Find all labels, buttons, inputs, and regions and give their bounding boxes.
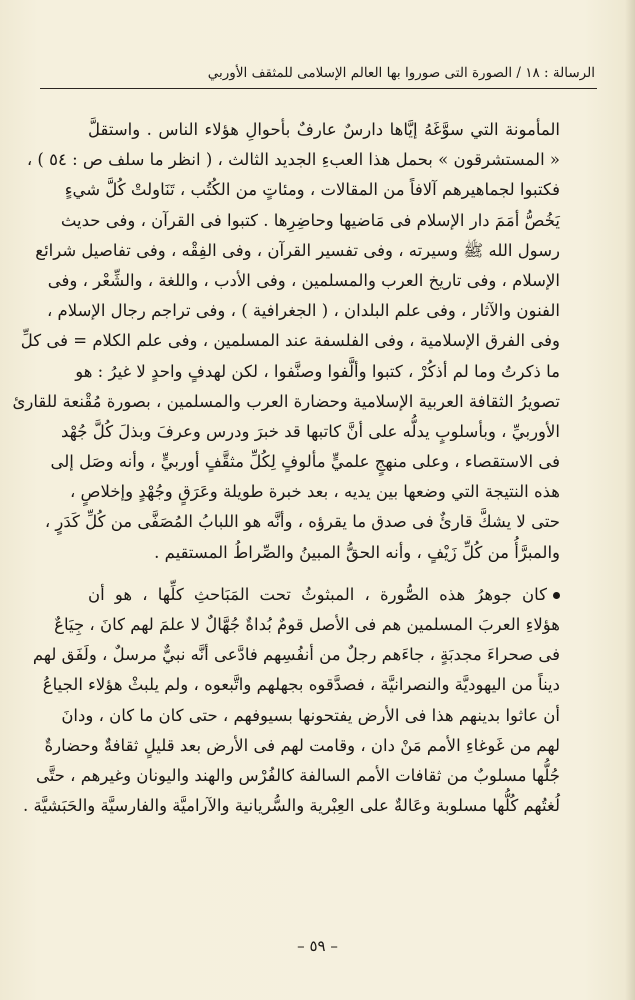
page-number: – ٥٩ – (297, 937, 338, 955)
text-line: حتى لا يشكَّ قارئٌ فى صدق ما يقرؤه ، وأنَّه هو اللبابُ المُصَفَّى من كُلِّ كَدَرٍ ، (44, 512, 560, 532)
text-line: المأمونة التي سوَّغَهُ إيَّاها دارسٌ عارفٌ بأحوالِ هؤلاء الناس . واستقلَّ (88, 120, 560, 139)
text-line: الفنون والآثار ، وفى علم البلدان ، ( الجغرافية ) ، وفى تراجم رجال الإسلام ، (46, 301, 560, 321)
bullet-icon (553, 592, 560, 599)
text-line: لُغتُهم كُلُّها مسلوبة وعَالةٌ على العِبْرية والسُّريانية والآراميَّة والفارسيَّة والحَبَشيَّة . (23, 796, 560, 816)
text-line: تصويرُ الثقافة العربية الإسلامية وحضارة العرب والمسلمين ، بصورة مُقْنعة للقارئ (12, 391, 560, 411)
text-line: هؤلاءِ العربَ المسلمين هم فى الأصل قومٌ بُداةٌ جُهَّالٌ لا علمَ لهم كانَ ، جِيَاعٌ (54, 615, 560, 634)
text-line: رسول الله ﷺ وسيرته ، وفى تفسير القرآن ، وفى الفِقْه ، وفى تفاصيل شرائع (35, 240, 560, 260)
text-line: أن عاثوا بدينهم هذا فى الأرض يفتحونها بسيوفهم ، حتى كان ما كان ، ودانَ (61, 705, 560, 725)
paragraph-gap (88, 568, 560, 580)
text-line: ديناً من اليهوديَّة والنصرانيَّة ، فصدَّقوه بجهلهم واتَّبعوه ، ولم يلبثْ هؤلاء الجياعُ (42, 675, 560, 695)
text-line: فكتبوا لجماهيرهم آلافاً من المقالات ، ومئاتٍ من الكُتُب ، تَنَاولتْ كُلَّ شيءٍ (64, 180, 560, 200)
text-line: جُلُّها مسلوبٌ من ثقافات الأمم السالفة كالفُرْس والهند واليونان وغيرهم ، حتَّى (35, 765, 560, 785)
text-line: فى صحراءَ مجدبَةٍ ، جاءَهم رجلٌ من أنفُسِهم فادَّعى أنَّه نبيٌّ مرسلٌ ، ولَفَق لهم (32, 645, 560, 665)
text-line: يَخُصُّ أمَمَ دار الإسلام فى مَاضيها وحاضِرِها . كتبوا فى القرآن ، وفى حديث (60, 210, 560, 230)
running-head: الرسالة : ١٨ / الصورة التى صوروا بها العالم الإسلامى للمثقف الأوربي (207, 65, 595, 81)
text-line: وفى الفرق الإسلامية ، وفى الفلسفة عند المسلمين ، وفى علم الكلام = فى كلِّ (20, 331, 560, 351)
text-line-first (88, 580, 560, 610)
text-line: الأوربيِّ ، وبأسلوبٍ يدلُّه على أنَّ كاتبها قد خبرَ ودرس وعرفَ وبذلَ كُلَّ جُهْد (61, 421, 560, 441)
text-line: لهم من غَوغاءِ الأمم مَنْ دان ، وقامت لهم فى الأرض بعد قليلٍ ثقافةٌ وحضارةٌ (44, 735, 560, 755)
header-rule (40, 88, 597, 89)
text-line: ما ذكرتُ وما لم أذكُرْ ، كتبوا وألَّفوا وصنَّفوا ، لكن لهدفٍ واحدٍ لا غيرُ : هو (75, 361, 560, 381)
text-line-content: كان جوهرُ هذه الصُّورة ، المبثوثُ تحت المَبَاحثِ كلِّها ، هو أن (88, 584, 547, 604)
text-line: الإسلام ، وفى تاريخ العرب والمسلمين ، وفى الأدب ، واللغة ، والشِّعْر ، وفى (47, 270, 560, 290)
text-line: هذه النتيجة التي وضعها بين يديه ، بعد خبرة طويلة وعَرَقٍ وجُهْدٍ وإخلاصٍ ، (69, 482, 560, 502)
body-text (12, 115, 560, 821)
text-line: والمبرَّأُ من كُلِّ زَيْفٍ ، وأنه الحقُّ المبينُ والصِّراطُ المستقيم . (154, 542, 560, 562)
text-line: فى الاستقصاء ، وعلى منهجٍ علميٍّ مألوفٍ لِكُلِّ مثقَّفٍ أوربيٍّ ، وأنه وصَل إلى (50, 452, 560, 472)
page-edge-shadow (625, 0, 635, 1000)
text-line: « المستشرقون » بحمل هذا العبءِ الجديد الثالث ، ( انظر ما سلف ص : ٥٤ ) ، (26, 150, 560, 170)
